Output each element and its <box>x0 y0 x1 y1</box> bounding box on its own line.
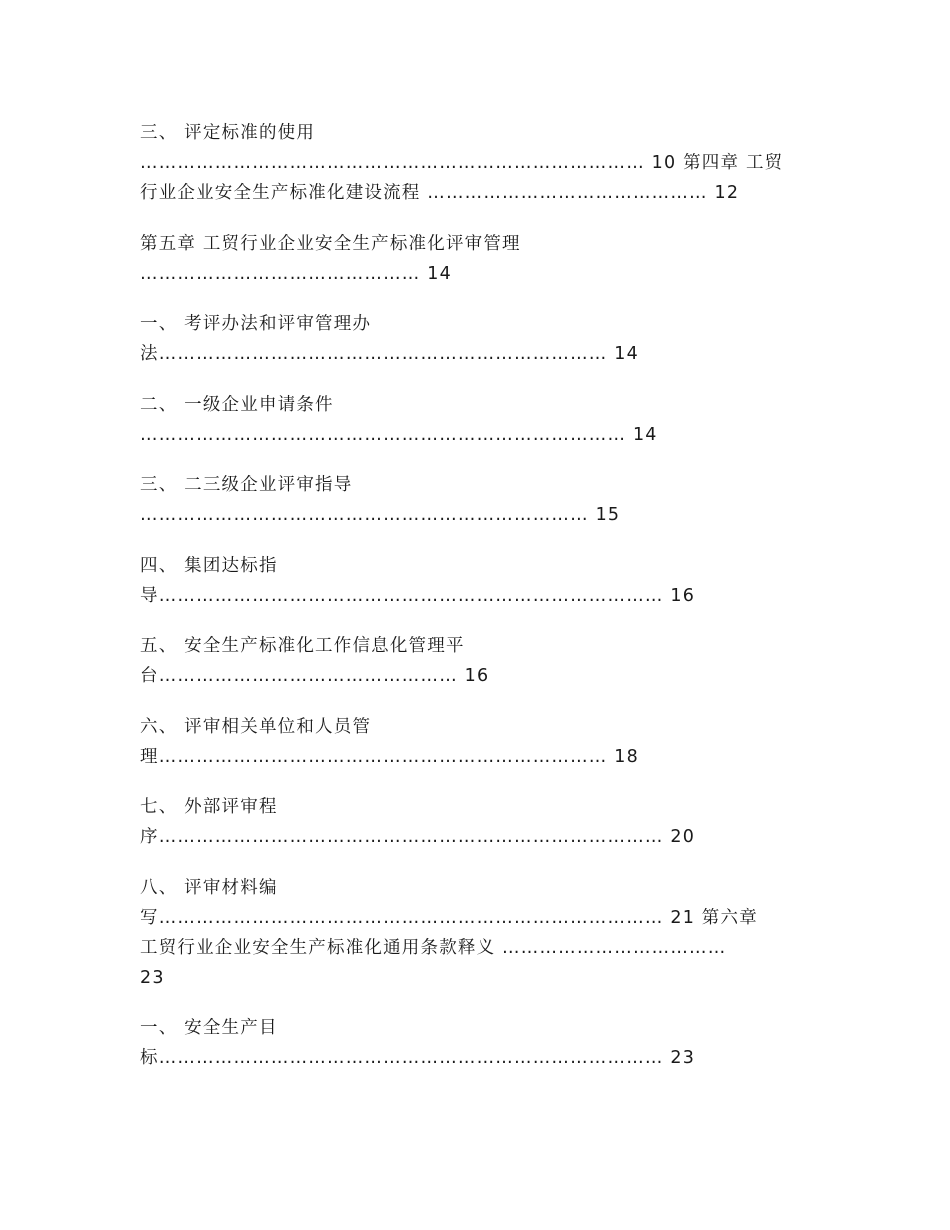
toc-line: 导……………………………………………………………………… 16 <box>140 585 696 606</box>
toc-line: 理……………………………………………………………… 18 <box>140 746 639 767</box>
toc-entry-information-platform <box>140 631 820 691</box>
toc-entry-units-personnel <box>140 712 820 772</box>
toc-line: 八、 评审材料编 <box>140 877 278 898</box>
toc-line: 台………………………………………… 16 <box>140 666 490 686</box>
toc-line: …………………………………………………………………… 14 <box>140 424 658 445</box>
toc-line: 写……………………………………………………………………… 21 第六章 <box>140 907 758 928</box>
toc-entry-evaluation-standard-usage <box>140 118 820 208</box>
toc-line: 23 <box>140 967 165 988</box>
toc-line: 三、 二三级企业评审指导 <box>140 475 353 495</box>
toc-line: 工贸行业企业安全生产标准化通用条款释义 ……………………………… <box>140 937 727 958</box>
toc-entry-assessment-methods <box>140 309 820 369</box>
toc-line: 标……………………………………………………………………… 23 <box>140 1048 696 1068</box>
toc-entry-external-review <box>140 792 820 852</box>
toc-line: 六、 评审相关单位和人员管 <box>140 716 372 737</box>
toc-entry-safety-objectives <box>140 1013 820 1073</box>
toc-line: 三、 评定标准的使用 <box>140 123 316 143</box>
toc-entry-group-compliance <box>140 551 820 611</box>
toc-line: 五、 安全生产标准化工作信息化管理平 <box>140 636 465 656</box>
toc-line: 第五章 工贸行业企业安全生产标准化评审管理 <box>140 233 521 254</box>
toc-line: 二、 一级企业申请条件 <box>140 394 334 415</box>
toc-line: ……………………………………………………………………… 10 第四章 工贸 <box>140 153 784 173</box>
toc-line: ……………………………………… 14 <box>140 263 452 284</box>
toc-entry-chapter-five <box>140 229 820 289</box>
toc-line: 七、 外部评审程 <box>140 797 278 817</box>
toc-entry-level-one-conditions <box>140 390 820 450</box>
toc-line: 法……………………………………………………………… 14 <box>140 344 639 364</box>
toc-line: 一、 考评办法和评审管理办 <box>140 314 372 334</box>
toc-line: 一、 安全生产目 <box>140 1018 278 1038</box>
toc-line: 四、 集团达标指 <box>140 555 278 576</box>
toc-line: 行业企业安全生产标准化建设流程 ……………………………………… 12 <box>140 183 740 203</box>
table-of-contents <box>140 118 820 1073</box>
toc-line: 序……………………………………………………………………… 20 <box>140 827 696 847</box>
toc-entry-review-materials <box>140 873 820 993</box>
toc-line: ……………………………………………………………… 15 <box>140 505 621 525</box>
toc-entry-level-two-three-guidance <box>140 470 820 530</box>
